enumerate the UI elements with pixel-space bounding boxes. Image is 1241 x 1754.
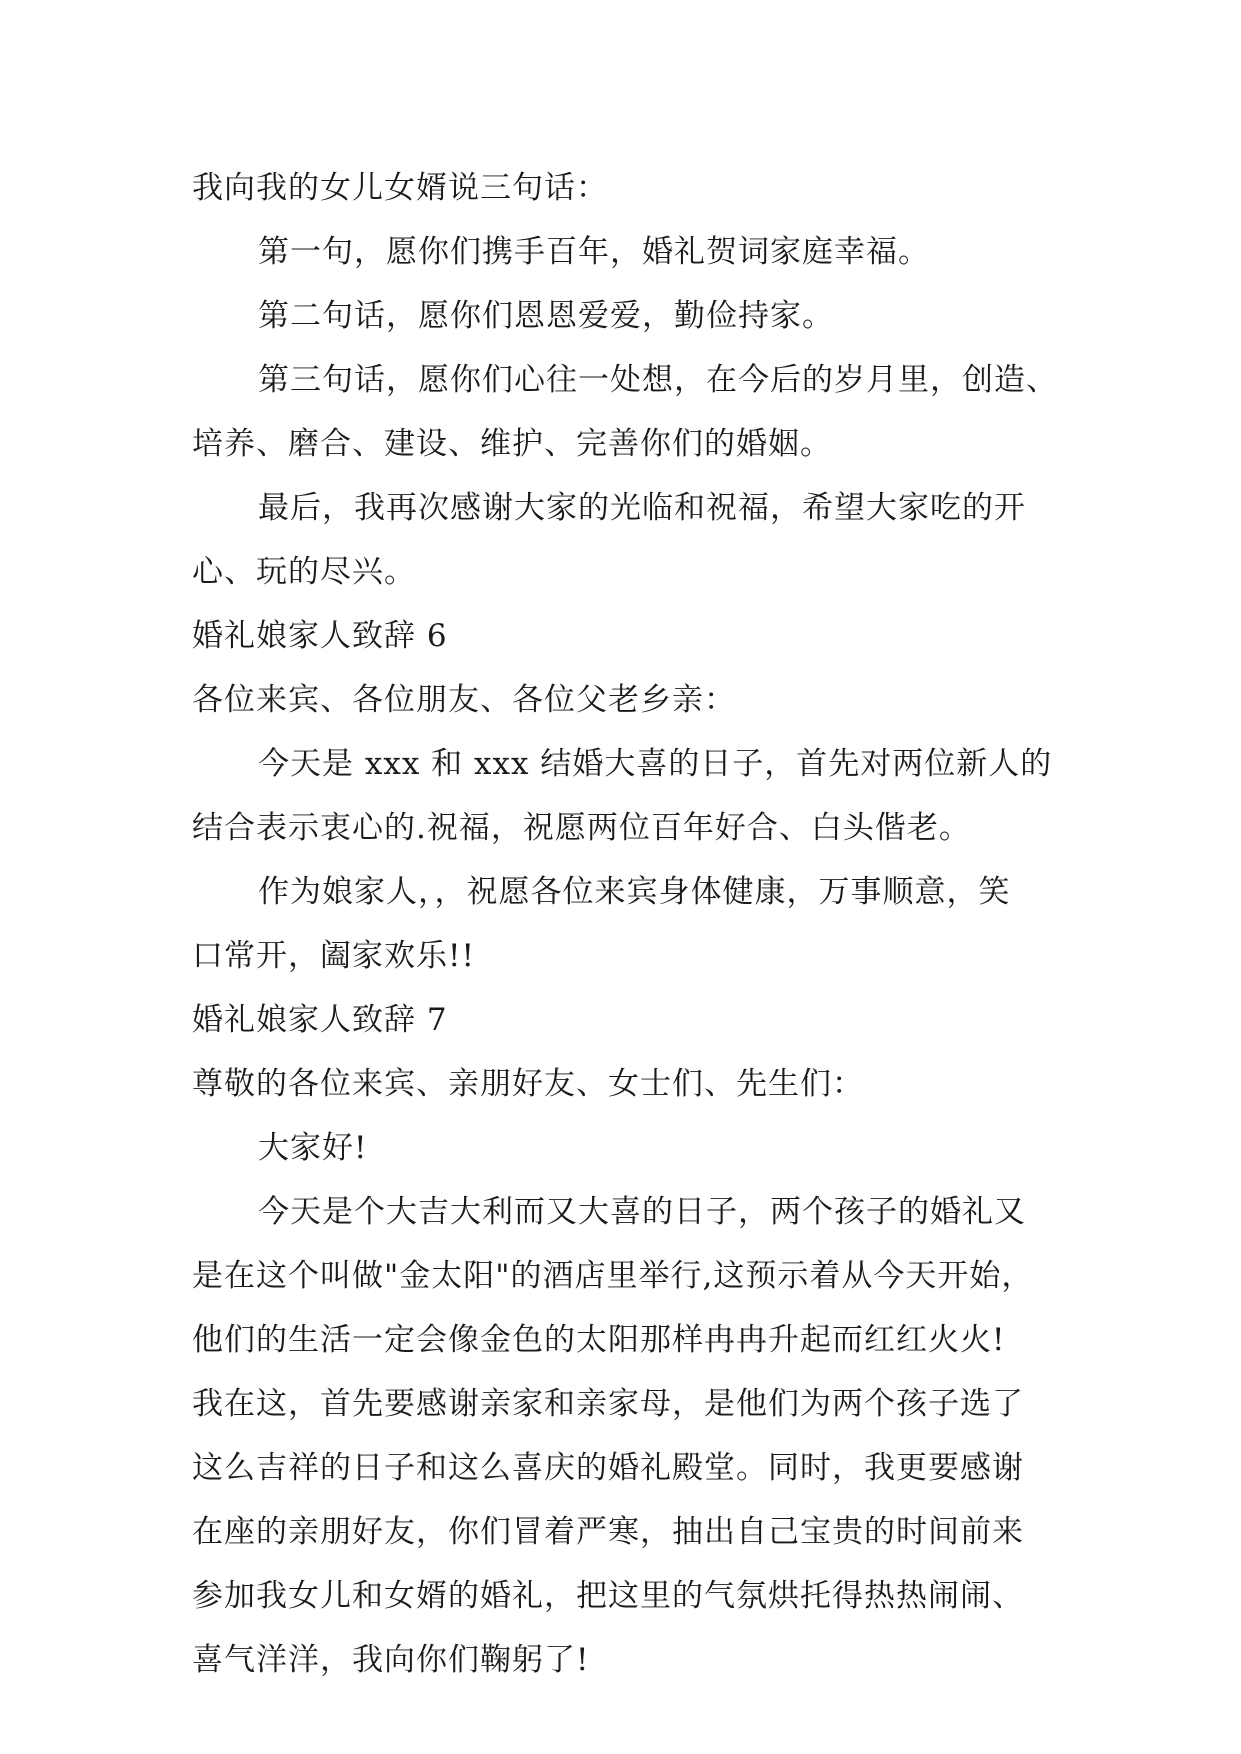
text-line: 结合表示衷心的.祝福，祝愿两位百年好合、白头偕老。: [192, 810, 971, 846]
text-line: 培养、磨合、建设、维护、完善你们的婚姻。: [192, 426, 832, 462]
text-line: 第二句话，愿你们恩恩爱爱，勤俭持家。: [258, 298, 834, 334]
text-line: 口常开，阖家欢乐!!: [192, 938, 475, 974]
text-line: 在座的亲朋好友，你们冒着严寒，抽出自己宝贵的时间前来: [192, 1514, 1024, 1550]
text-line: 最后，我再次感谢大家的光临和祝福，希望大家吃的开: [258, 490, 1026, 526]
text-line: 这么吉祥的日子和这么喜庆的婚礼殿堂。同时，我更要感谢: [192, 1450, 1024, 1486]
text-line: 作为娘家人，，祝愿各位来宾身体健康，万事顺意，笑: [258, 874, 1011, 910]
text-line: 他们的生活一定会像金色的太阳那样冉冉升起而红红火火!: [192, 1322, 1006, 1358]
text-line: 今天是 xxx 和 xxx 结婚大喜的日子，首先对两位新人的: [258, 746, 1053, 782]
text-line: 尊敬的各位来宾、亲朋好友、女士们、先生们：: [192, 1066, 864, 1102]
text-line: 第三句话，愿你们心往一处想，在今后的岁月里，创造、: [258, 362, 1058, 398]
text-line: 是在这个叫做"金太阳"的酒店里举行,这预示着从今天开始，: [192, 1258, 1034, 1294]
text-line: 喜气洋洋，我向你们鞠躬了!: [192, 1642, 590, 1678]
text-line: 参加我女儿和女婿的婚礼，把这里的气氛烘托得热热闹闹、: [192, 1578, 1024, 1614]
section-heading: 婚礼娘家人致辞 7: [192, 1002, 448, 1038]
text-line: 心、玩的尽兴。: [192, 554, 416, 590]
text-line: 大家好!: [258, 1130, 368, 1166]
text-line: 我在这，首先要感谢亲家和亲家母，是他们为两个孩子选了: [192, 1386, 1024, 1422]
text-line: 第一句，愿你们携手百年，婚礼贺词家庭幸福。: [258, 234, 930, 270]
section-heading: 婚礼娘家人致辞 6: [192, 618, 448, 654]
text-line: 各位来宾、各位朋友、各位父老乡亲：: [192, 682, 736, 718]
text-line: 我向我的女儿女婿说三句话：: [192, 170, 608, 206]
text-line: 今天是个大吉大利而又大喜的日子，两个孩子的婚礼又: [258, 1194, 1026, 1230]
